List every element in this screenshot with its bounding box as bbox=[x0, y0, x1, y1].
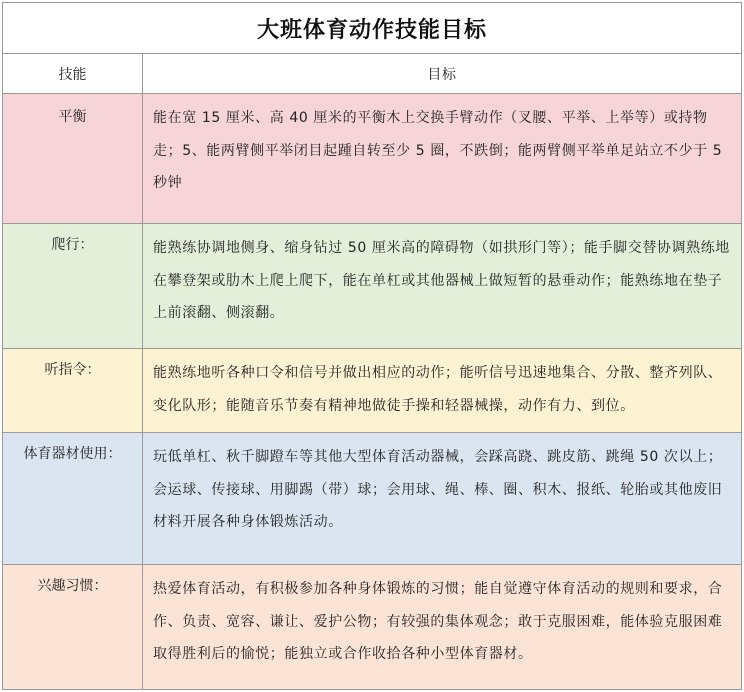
table-row bbox=[3, 565, 741, 689]
skill-cell: 爬行： bbox=[3, 224, 143, 348]
table-row bbox=[3, 94, 741, 224]
table-title: 大班体育动作技能目标 bbox=[3, 3, 741, 54]
skill-cell: 兴趣习惯： bbox=[3, 565, 143, 689]
table-row bbox=[3, 433, 741, 565]
skill-cell: 平衡 bbox=[3, 94, 143, 223]
skill-cell: 听指令： bbox=[3, 349, 143, 432]
header-skill: 技能 bbox=[3, 54, 143, 93]
goal-cell: 能在宽 15 厘米、高 40 厘米的平衡木上交换手臂动作（叉腰、平举、上举等）或持物走；5、能两臂侧平举闭目起踵自转至少 5 圈，不跌倒；能两臂侧平举单足站立不少于 5 秒钟 bbox=[153, 110, 723, 191]
skills-table bbox=[2, 2, 742, 690]
table-row bbox=[3, 224, 741, 349]
header-row bbox=[3, 54, 741, 94]
skill-cell: 体育器材使用： bbox=[3, 433, 143, 564]
goal-cell: 玩低单杠、秋千脚蹬车等其他大型体育活动器械，会踩高跷、跳皮筋、跳绳 50 次以上；会运球、传接球、用脚踢（带）球；会用球、绳、棒、圈、积木、报纸、轮胎或其他废旧材料开展各种身体锻炼活动。 bbox=[153, 449, 723, 530]
goal-cell: 能熟练地听各种口令和信号并做出相应的动作；能听信号迅速地集合、分散、整齐列队、变化队形；能随音乐节奏有精神地做徒手操和轻器械操，动作有力、到位。 bbox=[153, 365, 723, 414]
goal-cell: 热爱体育活动，有积极参加各种身体锻炼的习惯；能自觉遵守体育活动的规则和要求，合作、负责、宽容、谦让、爱护公物；有较强的集体观念；敢于克服困难，能体验克服困难取得胜利后的愉悦；能独立或合作收拾各种小型体育器材。 bbox=[153, 581, 723, 662]
goal-cell: 能熟练协调地侧身、缩身钻过 50 厘米高的障碍物（如拱形门等）；能手脚交替协调熟练地在攀登架或肋木上爬上爬下，能在单杠或其他器械上做短暂的悬垂动作；能熟练地在垫子上前滚翻、侧滚翻。 bbox=[153, 240, 730, 321]
header-goal: 目标 bbox=[427, 66, 457, 83]
table-row bbox=[3, 349, 741, 433]
